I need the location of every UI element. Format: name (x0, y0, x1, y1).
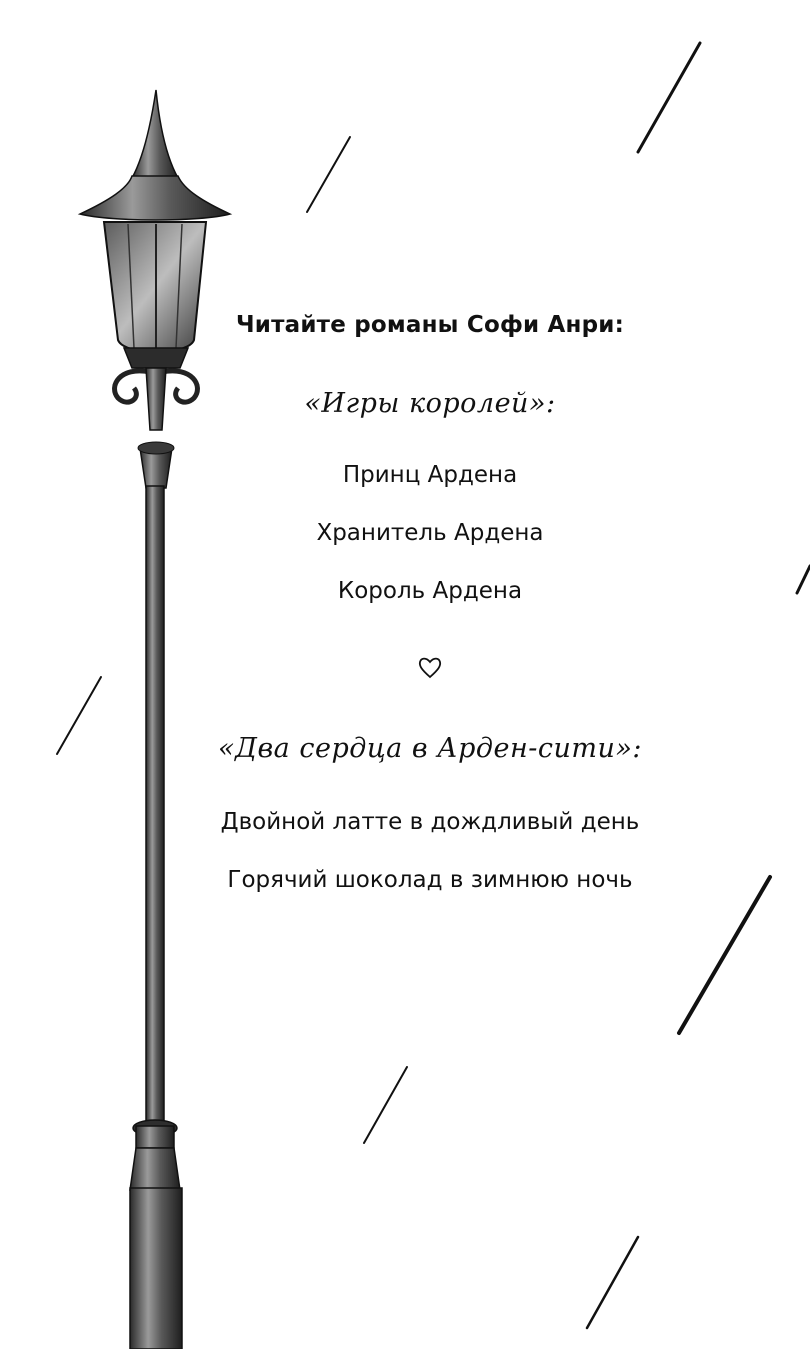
rain-stroke (587, 1237, 638, 1328)
rain-stroke (679, 877, 770, 1033)
street-lamp-illustration (80, 90, 230, 1349)
book-title: Хранитель Ардена (316, 520, 544, 546)
rain-stroke (797, 566, 810, 593)
book-title: Принц Ардена (342, 462, 518, 488)
rain-stroke (307, 137, 350, 212)
book-title: Король Ардена (337, 578, 523, 604)
series-title: «Игры королей»: (304, 388, 556, 419)
series-title: «Два сердца в Арден-сити»: (217, 733, 643, 764)
book-title: Горячий шоколад в зимнюю ночь (227, 867, 633, 893)
heart-icon (416, 654, 444, 680)
book-title: Двойной латте в дождливый день (220, 809, 640, 835)
rain-stroke (364, 1067, 407, 1143)
rain-stroke (57, 677, 101, 754)
rain-stroke (638, 43, 700, 152)
page-heading: Читайте романы Софи Анри: (236, 312, 624, 338)
